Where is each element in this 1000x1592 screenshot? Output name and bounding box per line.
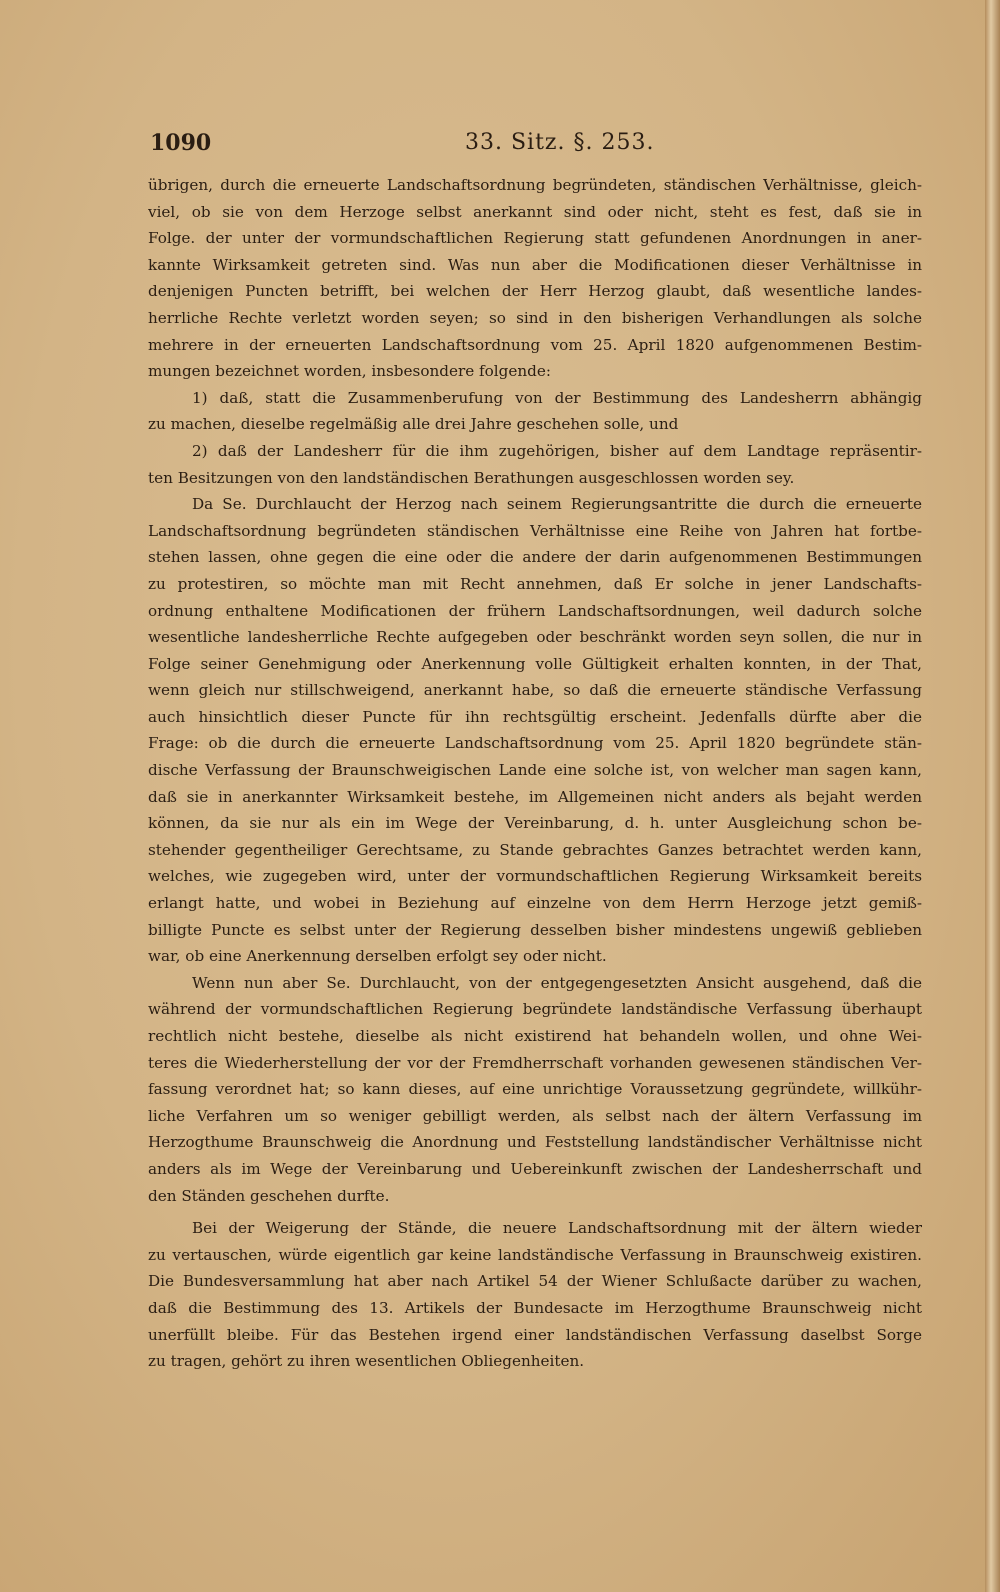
paragraph-start: Bei der Weigerung der Stände, die neuere Landschaftsordnung mit der ältern wieder	[192, 1219, 922, 1238]
text-line: den Ständen geschehen durfte.	[148, 1186, 390, 1205]
text-line: Landschaftsordnung begründeten ständischen Verhältnisse eine Reihe von Jahren hat fortbe-	[148, 521, 922, 540]
text-line: zu protestiren, so möchte man mit Recht annehmen, daß Er solche in jener Landschafts-	[148, 574, 922, 593]
list-item-1: 1) daß, statt die Zusammenberufung von der Bestimmung des Landesherrn abhängig	[192, 388, 922, 407]
paragraph-start: Wenn nun aber Se. Durchlaucht, von der entgegengesetzten Ansicht ausgehend, daß die	[192, 973, 922, 992]
text-line: Frage: ob die durch die erneuerte Landschaftsordnung vom 25. April 1820 begründete stän-	[148, 734, 922, 753]
page-number: 1090	[150, 130, 212, 156]
text-line: denjenigen Puncten betrifft, bei welchen der Herr Herzog glaubt, daß wesentliche landes-	[148, 282, 922, 301]
text-line: fassung verordnet hat; so kann dieses, auf eine unrichtige Voraussetzung gegründete, willkühr-	[148, 1080, 922, 1099]
text-line: ten Besitzungen von den landständischen Berathungen ausgeschlossen worden sey.	[148, 468, 795, 487]
text-line: übrigen, durch die erneuerte Landschaftsordnung begründeten, ständischen Verhältnisse, gleich-	[148, 176, 922, 194]
running-head: 33. Sitz. §. 253.	[465, 130, 655, 155]
text-line: wesentliche landesherrliche Rechte aufgegeben oder beschränkt worden seyn sollen, die nur in	[148, 628, 922, 647]
text-line: auch hinsichtlich dieser Puncte für ihn rechtsgültig erscheint. Jedenfalls dürfte aber die	[148, 707, 922, 726]
text-line: viel, ob sie von dem Herzoge selbst anerkannt sind oder nicht, steht es fest, daß sie in	[148, 202, 922, 221]
page-edge	[985, 0, 1000, 1592]
text-line: Herzogthume Braunschweig die Anordnung und Feststellung landständischer Verhältnisse nicht	[148, 1133, 922, 1152]
text-line: kannte Wirksamkeit getreten sind. Was nun aber die Modificationen dieser Verhältnisse in	[148, 255, 922, 274]
text-line: Folge seiner Genehmigung oder Anerkennung volle Gültigkeit erhalten konnten, in der That,	[148, 654, 922, 673]
text-line: welches, wie zugegeben wird, unter der vormundschaftlichen Regierung Wirksamkeit bereits	[148, 867, 922, 886]
text-line: Die Bundesversammlung hat aber nach Artikel 54 der Wiener Schlußacte darüber zu wachen,	[148, 1272, 922, 1291]
text-line: rechtlich nicht bestehe, dieselbe als nicht existirend hat behandeln wollen, und ohne Wei-	[148, 1027, 922, 1045]
text-line: daß die Bestimmung des 13. Artikels der Bundesacte im Herzogthume Braunschweig nicht	[148, 1298, 922, 1317]
text-line: Folge. der unter der vormundschaftlichen Regierung statt gefundenen Anordnungen in aner-	[148, 229, 922, 248]
list-item-2: 2) daß der Landesherr für die ihm zugehörigen, bisher auf dem Landtage repräsentir-	[192, 441, 922, 460]
text-line: anders als im Wege der Vereinbarung und Uebereinkunft zwischen der Landesherrschaft und	[148, 1159, 922, 1178]
page-header	[150, 130, 920, 160]
text-line: zu vertauschen, würde eigentlich gar keine landständische Verfassung in Braunschweig existiren.	[148, 1245, 922, 1264]
text-line: daß sie in anerkannter Wirksamkeit bestehe, im Allgemeinen nicht anders als bejaht werden	[148, 787, 922, 806]
text-line: dische Verfassung der Braunschweigischen Lande eine solche ist, von welcher man sagen kann,	[148, 761, 922, 780]
text-line: herrliche Rechte verletzt worden seyen; so sind in den bisherigen Verhandlungen als solche	[148, 308, 922, 327]
text-line: zu tragen, gehört zu ihren wesentlichen Obliegenheiten.	[148, 1352, 585, 1371]
text-line: können, da sie nur als ein im Wege der Vereinbarung, d. h. unter Ausgleichung schon be-	[148, 814, 922, 833]
paragraph-start: Da Se. Durchlaucht der Herzog nach seinem Regierungsantritte die durch die erneuerte	[192, 495, 922, 514]
text-line: stehender gegentheiliger Gerechtsame, zu Stande gebrachtes Ganzes betrachtet werden kann,	[148, 840, 922, 859]
text-line: zu machen, dieselbe regelmäßig alle drei Jahre geschehen solle, und	[148, 415, 679, 434]
text-line: wenn gleich nur stillschweigend, anerkannt habe, so daß die erneuerte ständische Verfassung	[148, 681, 922, 700]
text-line: stehen lassen, ohne gegen die eine oder die andere der darin aufgenommenen Bestimmungen	[148, 548, 922, 567]
text-line: unerfüllt bleibe. Für das Bestehen irgend einer landständischen Verfassung daselbst Sorge	[148, 1325, 922, 1344]
text-line: liche Verfahren um so weniger gebilligt werden, als selbst nach der ältern Verfassung im	[148, 1106, 922, 1125]
text-line: teres die Wiederherstellung der vor der Fremdherrschaft vorhanden gewesenen ständischen Ver-	[148, 1053, 922, 1072]
text-line: war, ob eine Anerkennung derselben erfolgt sey oder nicht.	[148, 947, 607, 966]
text-line: während der vormundschaftlichen Regierung begründete landständische Verfassung überhaupt	[148, 1000, 922, 1019]
text-line: billigte Puncte es selbst unter der Regierung desselben bisher mindestens ungewiß geblieben	[148, 920, 922, 939]
text-line: mehrere in der erneuerten Landschaftsordnung vom 25. April 1820 aufgenommenen Bestim-	[148, 335, 922, 354]
text-line: ordnung enthaltene Modificationen der frühern Landschaftsordnungen, weil dadurch solche	[148, 601, 922, 620]
text-line: mungen bezeichnet worden, insbesondere folgende:	[148, 362, 551, 381]
body-text	[148, 172, 922, 1375]
text-line: erlangt hatte, und wobei in Beziehung auf einzelne von dem Herrn Herzoge jetzt gemiß-	[148, 894, 922, 913]
